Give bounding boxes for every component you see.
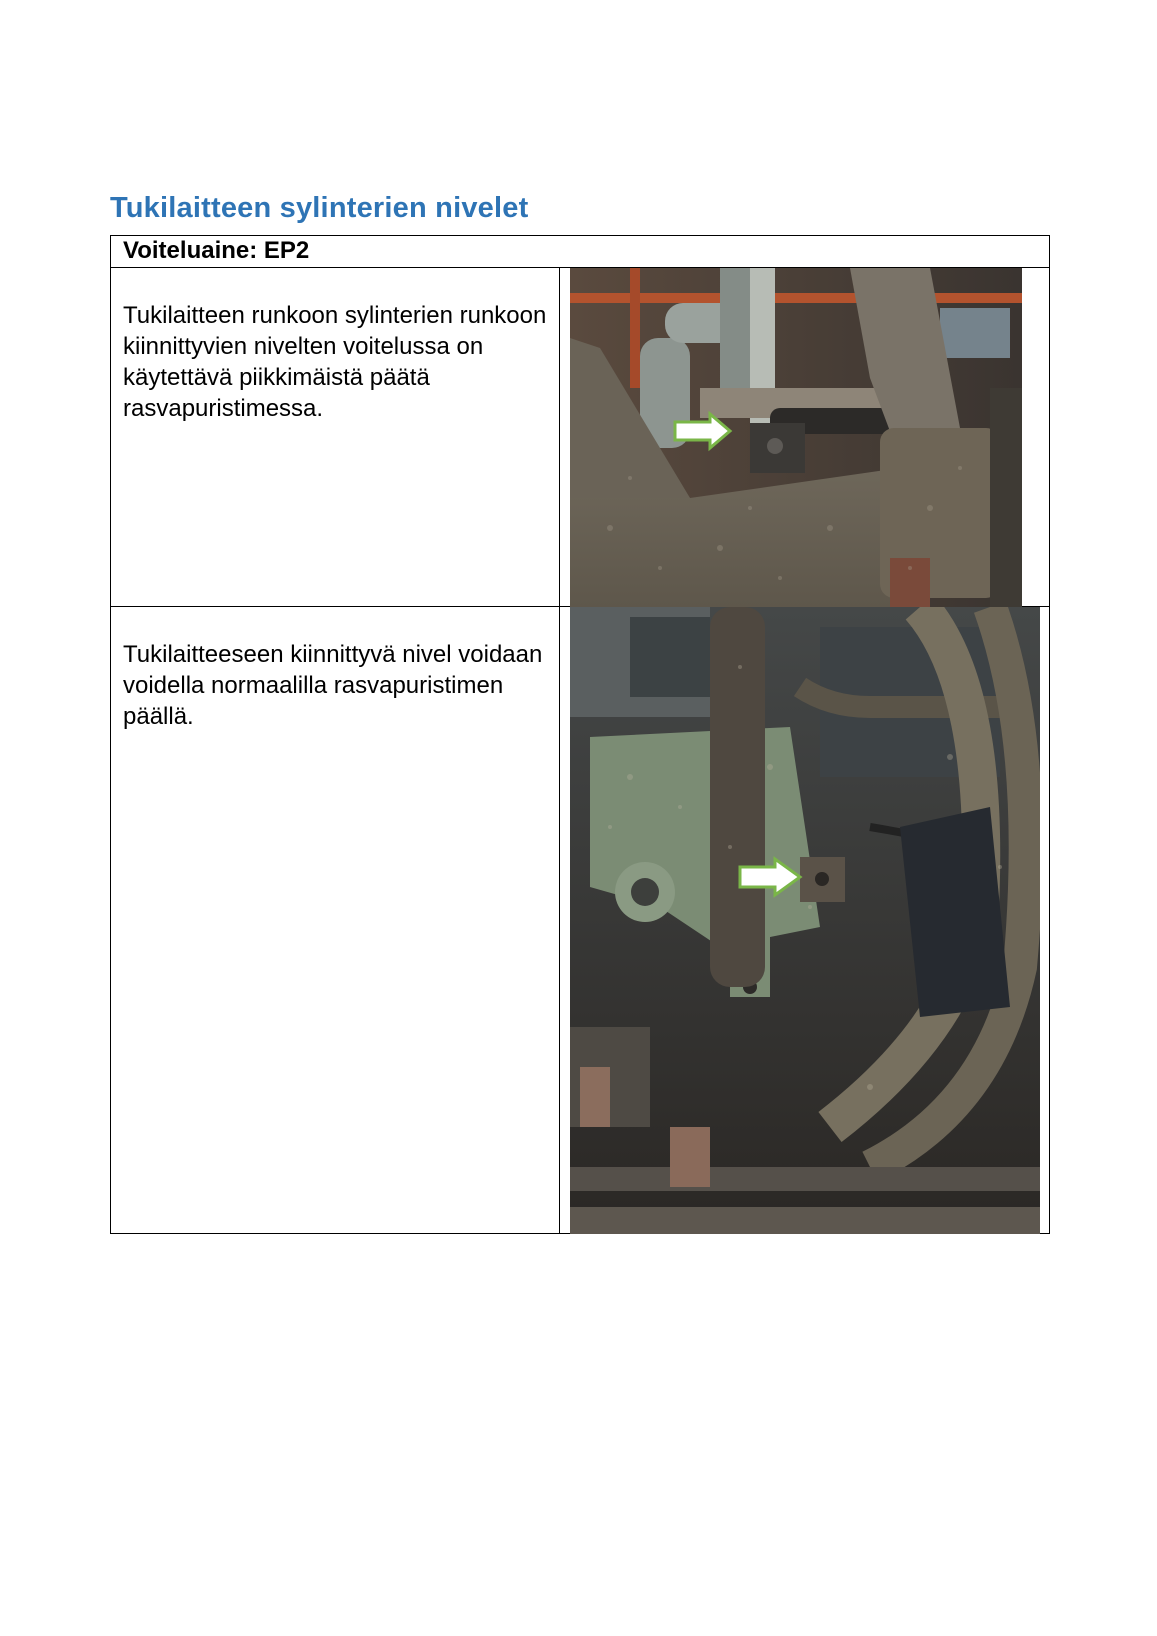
table-row xyxy=(111,268,1050,607)
lubrication-table xyxy=(110,235,1050,1234)
lubricant-header: Voiteluaine: EP2 xyxy=(111,236,1050,268)
page-title: Tukilaitteen sylinterien nivelet xyxy=(110,192,529,224)
joint-photo xyxy=(570,607,1040,1234)
photo-cell xyxy=(560,607,1050,1234)
instruction-text: Tukilaitteen runkoon sylinterien runkoon kiinnittyvien nivelten voitelussa on käytettävä piikkimäistä päätä rasvapuristimessa. xyxy=(111,268,560,607)
instruction-text: Tukilaitteeseen kiinnittyvä nivel voidaan voidella normaalilla rasvapuristimen päällä. xyxy=(111,607,560,1234)
grease-fitting-photo xyxy=(570,268,1022,607)
table-row xyxy=(111,607,1050,1234)
photo-cell xyxy=(560,268,1050,607)
